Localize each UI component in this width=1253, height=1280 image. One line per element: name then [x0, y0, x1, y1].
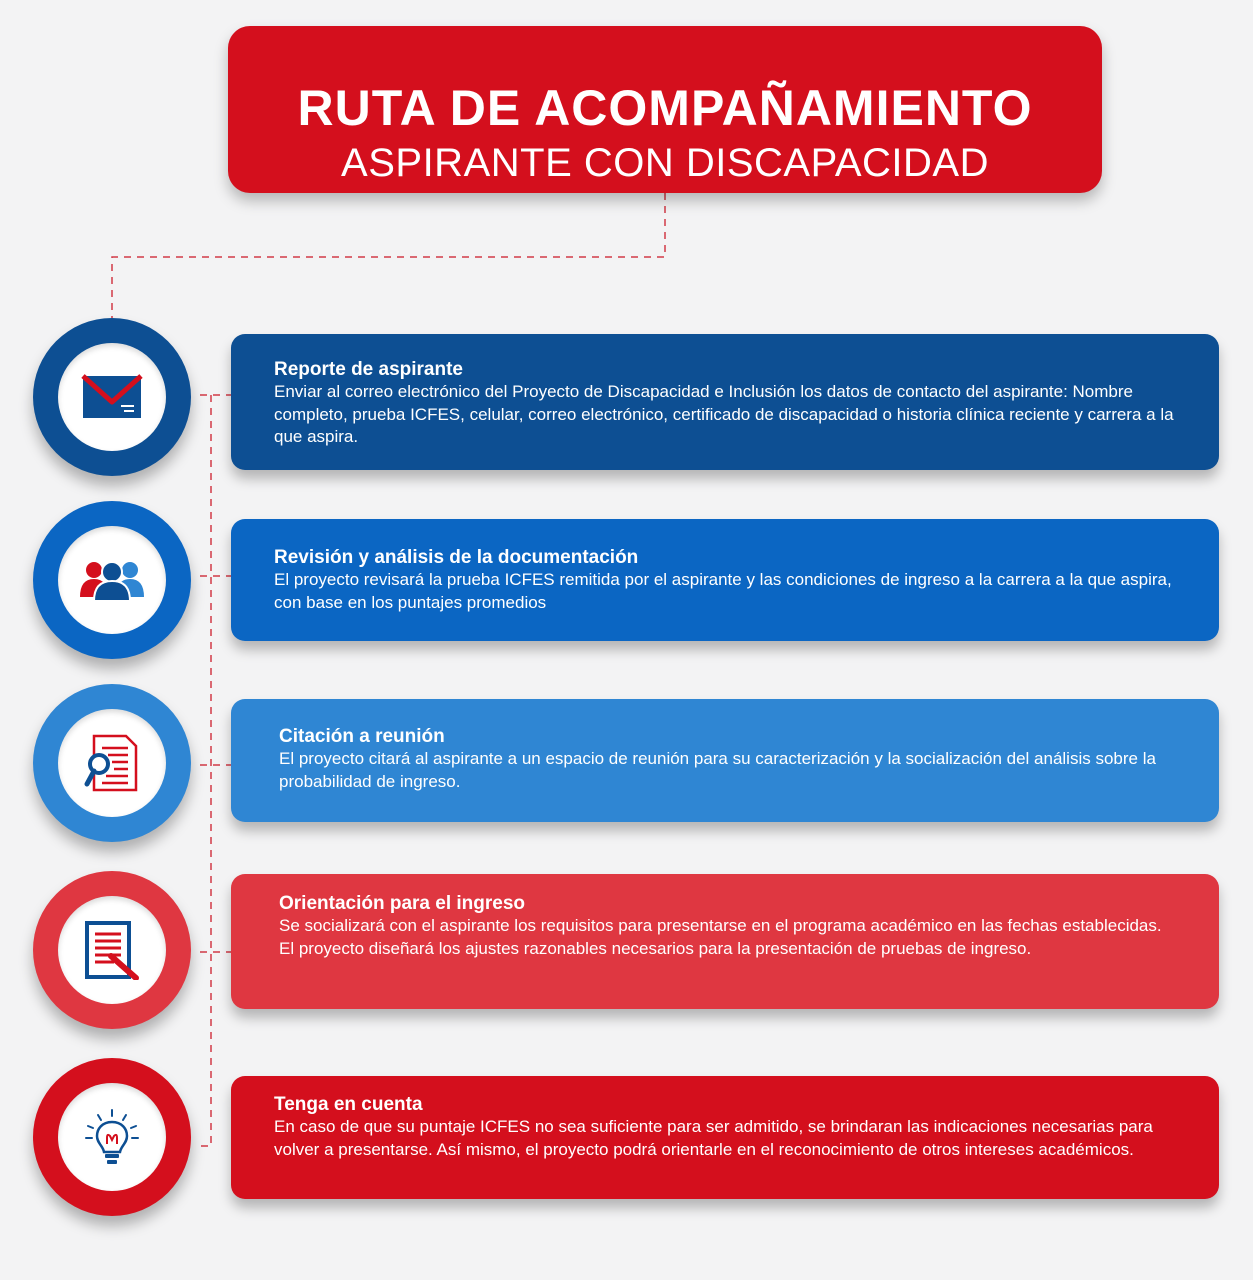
step-3-body: El proyecto citará al aspirante a un espacio de reunión para su caracterización y la socialización del análisis sobre la probabilidad de ingreso.	[279, 749, 1156, 791]
envelope-icon	[58, 343, 166, 451]
subtitle: ASPIRANTE CON DISCAPACIDAD	[341, 141, 989, 185]
step-4-card	[231, 874, 1219, 1009]
step-1-circle	[33, 318, 191, 476]
document-search-icon	[58, 709, 166, 817]
step-1-body: Enviar al correo electrónico del Proyecto de Discapacidad e Inclusión los datos de contacto del aspirante: Nombre completo, prueba ICFES, celular, correo electrónico, certificado de discapacidad o historia clínica reciente y carrera a la que aspira.	[274, 382, 1174, 446]
step-5-title: Tenga en cuenta	[274, 1094, 423, 1115]
step-3-circle	[33, 684, 191, 842]
step-1-title: Reporte de aspirante	[274, 359, 463, 380]
step-2-body: El proyecto revisará la prueba ICFES remitida por el aspirante y las condiciones de ingreso a la carrera a la que aspira, con base en los puntajes promedios	[274, 570, 1172, 612]
step-2-card	[231, 519, 1219, 641]
people-icon	[58, 526, 166, 634]
step-3-title: Citación a reunión	[279, 726, 445, 747]
title-banner	[228, 26, 1102, 193]
step-2-title: Revisión y análisis de la documentación	[274, 547, 639, 568]
main-title: RUTA DE ACOMPAÑAMIENTO	[297, 80, 1033, 136]
step-4-title: Orientación para el ingreso	[279, 893, 526, 914]
document-pencil-icon	[58, 896, 166, 1004]
step-4-body: Se socializará con el aspirante los requisitos para presentarse en el programa académico en las fechas establecidas. El proyecto diseñará los ajustes razonables necesarios para la presentación de pruebas de ingreso.	[279, 916, 1162, 958]
step-1-card	[231, 334, 1219, 470]
step-2-circle	[33, 501, 191, 659]
step-5-body: En caso de que su puntaje ICFES no sea suficiente para ser admitido, se brindaran las indicaciones necesarias para volver a presentarse. Así mismo, el proyecto podrá orientarle en el reconocimiento de otros intereses académicos.	[274, 1117, 1153, 1159]
step-5-circle	[33, 1058, 191, 1216]
step-3-card	[231, 699, 1219, 822]
step-5-card	[231, 1076, 1219, 1199]
lightbulb-icon	[58, 1083, 166, 1191]
step-4-circle	[33, 871, 191, 1029]
